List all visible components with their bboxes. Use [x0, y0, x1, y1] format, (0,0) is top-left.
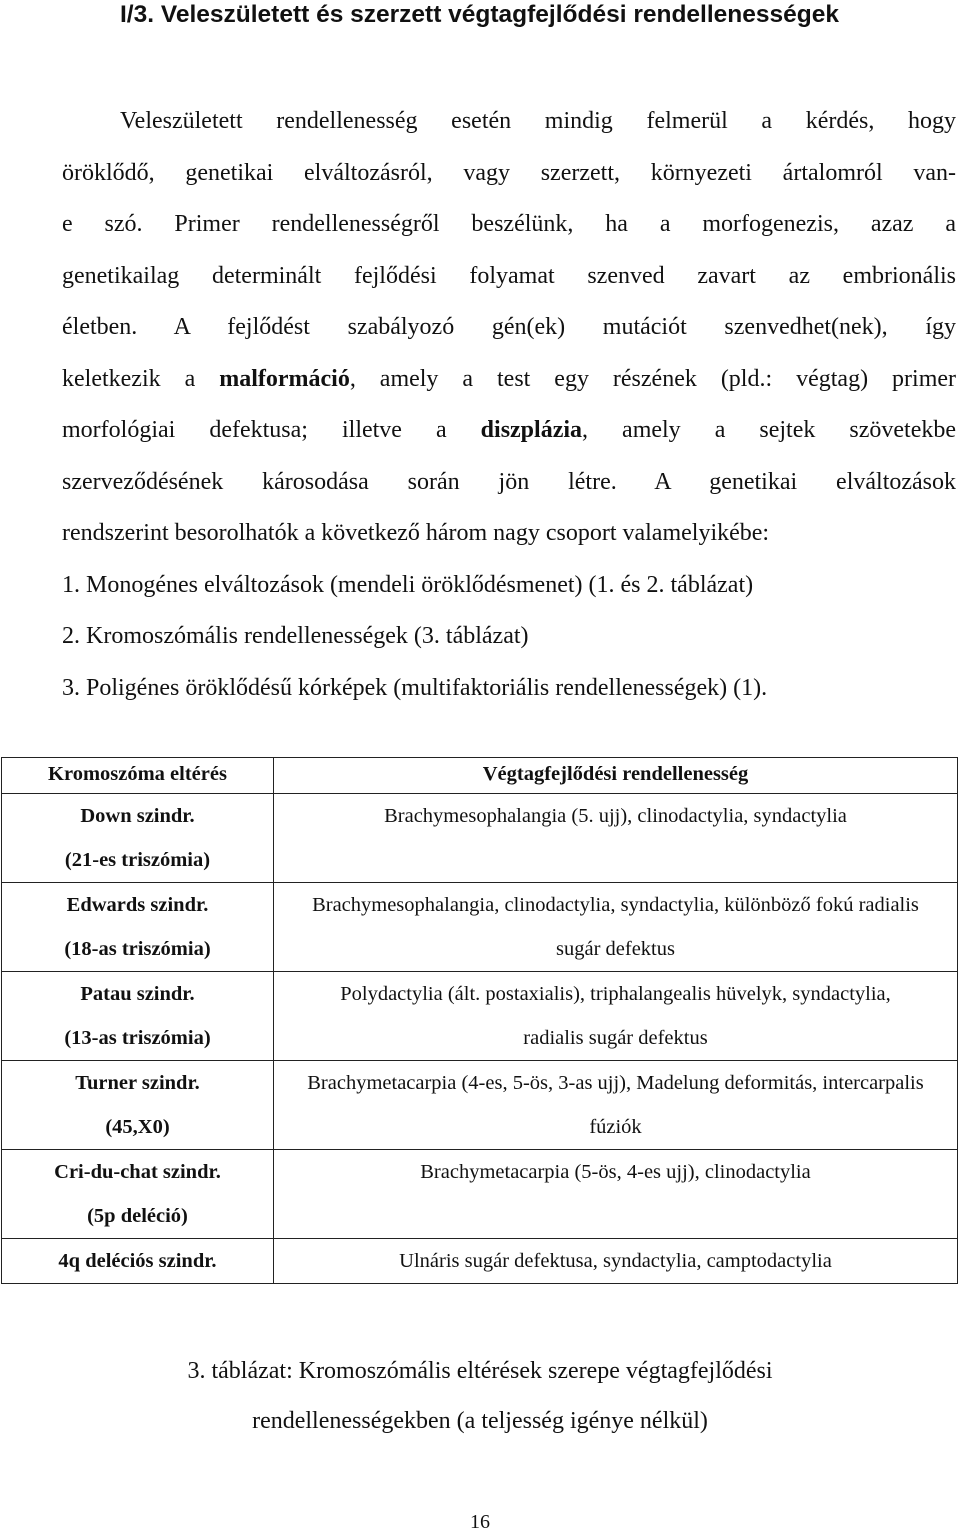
table-header-row: [2, 758, 958, 794]
paragraph-line: [62, 148, 956, 200]
anomaly-cell: Brachymetacarpia (5-ös, 4-es ujj), clinodactylia: [274, 1150, 958, 1239]
paragraph-text: öröklődő, genetikai elváltozásról, vagy szerzett, környezeti ártalomról van-: [62, 159, 956, 186]
syndrome-cell: [2, 1150, 274, 1239]
list-item: 2. Kromoszómális rendellenességek (3. táblázat): [62, 623, 529, 649]
page-number: 16: [470, 1511, 490, 1533]
anomaly-cell: Brachymesophalangia (5. ujj), clinodactylia, syndactylia: [274, 794, 958, 883]
table-row: [2, 1150, 958, 1239]
syndrome-cell: [2, 794, 274, 883]
paragraph-text: rendszerint besorolhatók a következő három nagy csoport valamelyikébe:: [62, 520, 770, 546]
paragraph-line: [62, 96, 956, 148]
paragraph-text: életben. A fejlődést szabályozó gén(ek) mutációt szenvedhet(nek), így: [62, 314, 956, 340]
section-heading: I/3. Veleszületett és szerzett végtagfejlődési rendellenességek: [120, 1, 839, 28]
keyword-malformacio: malformáció: [219, 365, 350, 392]
syndrome-karyotype: (18-as triszómia): [64, 938, 211, 960]
column-header-chromosome: Kromoszóma eltérés: [2, 758, 274, 794]
syndrome-karyotype: (21-es triszómia): [64, 849, 211, 871]
paragraph-line: [62, 251, 956, 303]
syndrome-karyotype: (5p deléció): [87, 1205, 188, 1227]
paragraph-text: keletkezik a: [62, 365, 220, 392]
paragraph-line: [62, 302, 956, 354]
anomaly-cell: Polydactylia (ált. postaxialis), triphalangealis hüvelyk, syndactylia, radialis sugár defektus: [274, 972, 958, 1061]
table-row: [2, 972, 958, 1061]
syndrome-name: Turner szindr.: [75, 1072, 200, 1094]
list-item: 3. Poligénes öröklődésű kórképek (multifaktoriális rendellenességek) (1).: [62, 674, 768, 701]
anomaly-cell: Brachymesophalangia, clinodactylia, syndactylia, különböző fokú radialis sugár defektus: [274, 883, 958, 972]
paragraph-text: genetikailag determinált fejlődési folyamat szenved zavart az embrionális: [62, 262, 956, 289]
syndrome-karyotype: (45,X0): [105, 1116, 170, 1138]
syndrome-name: 4q deléciós szindr.: [58, 1250, 217, 1272]
paragraph-text: , amely a test egy részének (pld.: végtag) primer: [349, 365, 957, 392]
list-item: 1. Monogénes elváltozások (mendeli öröklődésmenet) (1. és 2. táblázat): [62, 571, 754, 598]
paragraph-text: , amely a sejtek szövetekbe: [582, 417, 957, 443]
syndrome-cell: [2, 1061, 274, 1150]
paragraph-text: szerveződésének károsodása során jön létre. A genetikai elváltozások: [62, 468, 956, 495]
anomaly-cell: Brachymetacarpia (4-es, 5-ös, 3-as ujj), Madelung deformitás, intercarpalis fúziók: [274, 1061, 958, 1150]
syndrome-cell: [2, 972, 274, 1061]
paragraph-line: [62, 354, 956, 406]
paragraph-line: [62, 199, 956, 251]
table-row: [2, 1061, 958, 1150]
table-row: [2, 883, 958, 972]
keyword-diszplazia: diszplázia: [480, 417, 583, 443]
table-caption: [0, 1346, 960, 1446]
syndrome-name: Down szindr.: [80, 805, 195, 827]
syndrome-name: Edwards szindr.: [66, 894, 209, 916]
anomaly-cell: Ulnáris sugár defektusa, syndactylia, camptodactylia: [274, 1239, 958, 1284]
paragraph-text: Veleszületett rendellenesség esetén mindig felmerül a kérdés, hogy: [120, 108, 956, 134]
paragraph-line: [62, 457, 956, 509]
caption-line: rendellenességekben (a teljesség igénye nélkül): [252, 1408, 708, 1434]
chromosome-limb-table: [1, 757, 958, 1284]
paragraph-line: [62, 405, 956, 457]
intro-paragraph: [62, 96, 956, 714]
paragraph-text: morfológiai defektusa; illetve a: [62, 417, 481, 443]
syndrome-cell: [2, 883, 274, 972]
table-row: [2, 794, 958, 883]
paragraph-line: [62, 508, 956, 560]
syndrome-name: Cri-du-chat szindr.: [54, 1161, 221, 1183]
syndrome-karyotype: (13-as triszómia): [64, 1027, 211, 1049]
syndrome-cell: [2, 1239, 274, 1284]
table-row: [2, 1239, 958, 1284]
column-header-limb-anomaly: Végtagfejlődési rendellenesség: [274, 758, 958, 794]
paragraph-text: e szó. Primer rendellenességről beszélünk, ha a morfogenezis, azaz a: [62, 211, 956, 237]
caption-line: 3. táblázat: Kromoszómális eltérések szerepe végtagfejlődési: [187, 1358, 773, 1384]
syndrome-name: Patau szindr.: [80, 983, 195, 1005]
